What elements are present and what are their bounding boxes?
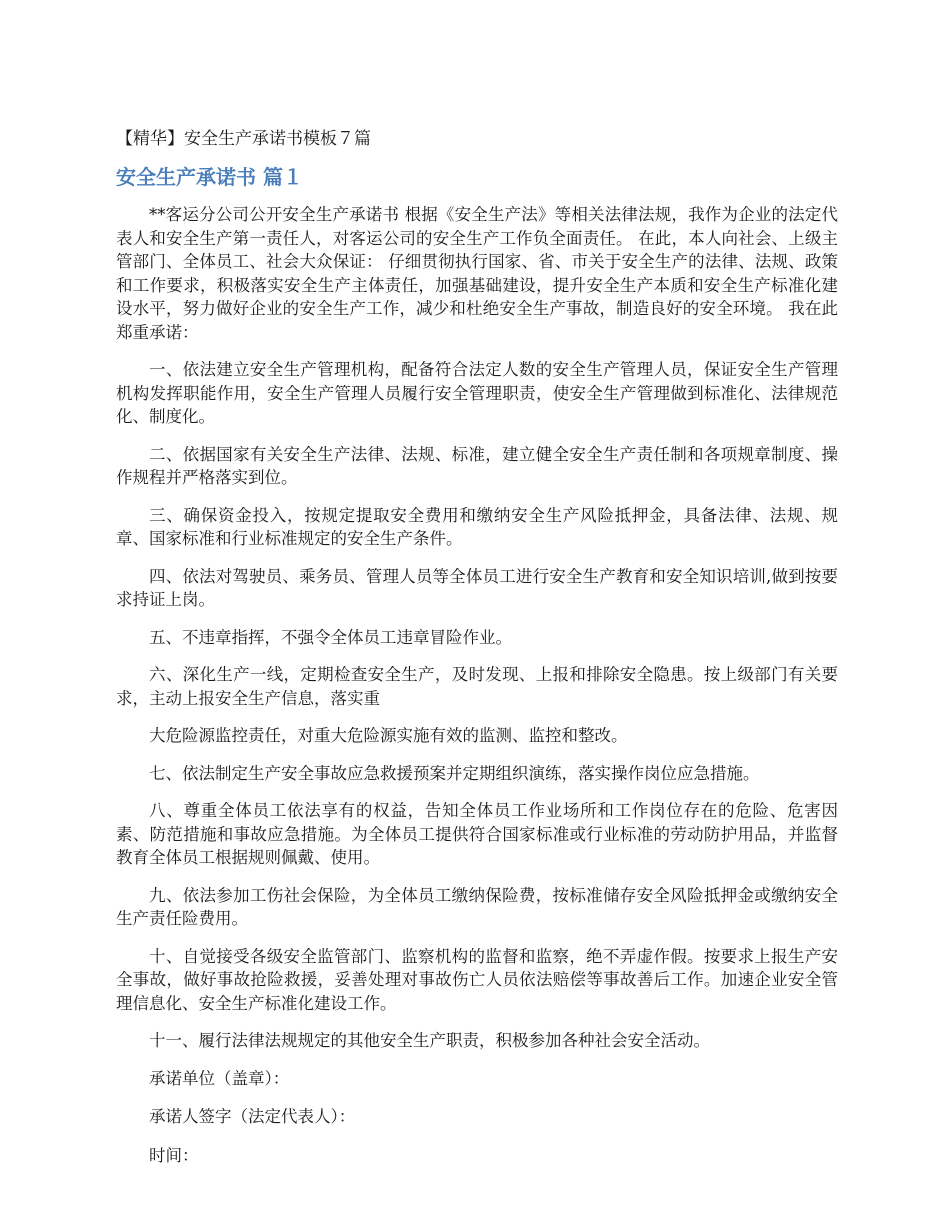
- commitment-item-5: 五、不违章指挥，不强令全体员工违章冒险作业。: [149, 627, 512, 647]
- document-title: 【精华】安全生产承诺书模板７篇: [116, 129, 371, 149]
- commitment-item-10: 十、自觉接受各级安全监管部门、监察机构的监督和监察，绝不弄虚作假。按要求上报生产安全事故，做好事故抢险救援，妥善处理对事故伤亡人员依法赔偿等事故善后工作。加速企业安全管理信息化、安全生产标准化建设工作。: [116, 946, 838, 1013]
- commitment-item-11: 十一、履行法律法规规定的其他安全生产职责，积极参加各种社会安全活动。: [149, 1031, 710, 1050]
- commitment-item-3: 三、确保资金投入，按规定提取安全费用和缴纳安全生产风险抵押金，具备法律、法规、规章、国家标准和行业标准规定的安全生产条件。: [116, 505, 838, 548]
- commitment-item-2: 二、依据国家有关安全生产法律、法规、标准，建立健全安全生产责任制和各项规章制度、操作规程并严格落实到位。: [116, 444, 838, 487]
- signing-unit-line: 承诺单位（盖章）：: [149, 1068, 290, 1088]
- commitment-item-7: 七、依法制定生产安全事故应急救援预案并定期组织演练，落实操作岗位应急措施。: [149, 763, 760, 783]
- intro-paragraph: **客运分公司公开安全生产承诺书 根据《安全生产法》等相关法律法规，我作为企业的法定代表人和安全生产第一责任人，对客运公司的安全生产工作负全面责任。 在此，本人向社会、上级主管部门、全体员工、社会大众保证： 仔细贯彻执行国家、省、市关于安全生产的法律、法规、政策和工作要求，积极落实安全生产主体责任，加强基础建设，提升安全生产本质和安全生产标准化建设水平，努力做好企业的安全生产工作，减少和杜绝安全生产事故，制造良好的安全环境。 我在此郑重承诺：: [116, 205, 838, 342]
- commitment-item-6: 六、深化生产一线，定期检查安全生产，及时发现、上报和排除安全隐患。按上级部门有关要求，主动上报安全生产信息，落实重: [116, 665, 838, 708]
- commitment-item-9: 九、依法参加工伤社会保险，为全体员工缴纳保险费，按标准储存安全风险抵押金或缴纳安全生产责任险费用。: [116, 885, 838, 928]
- commitment-item-8: 八、尊重全体员工依法享有的权益，告知全体员工作业场所和工作岗位存在的危险、危害因素、防范措施和事故应急措施。为全体员工提供符合国家标准或行业标准的劳动防护用品，并监督教育全体员工根据规则佩戴、使用。: [116, 801, 838, 867]
- document-body: [116, 203, 838, 1182]
- date-line: 时间：: [149, 1145, 199, 1165]
- commitment-item-6-continued: 大危险源监控责任，对重大危险源实施有效的监测、监控和整改。: [149, 726, 628, 745]
- signatory-line: 承诺人签字（法定代表人）：: [149, 1107, 356, 1126]
- section-heading: 安全生产承诺书 篇１: [116, 165, 303, 189]
- commitment-item-4: 四、依法对驾驶员、乘务员、管理人员等全体员工进行安全生产教育和安全知识培训,做到按要求持证上岗。: [116, 566, 838, 609]
- commitment-item-1: 一、依法建立安全生产管理机构，配备符合法定人数的安全生产管理人员，保证安全生产管理机构发挥职能作用，安全生产管理人员履行安全管理职责，使安全生产管理做到标准化、法律规范化、制度化。: [116, 360, 838, 426]
